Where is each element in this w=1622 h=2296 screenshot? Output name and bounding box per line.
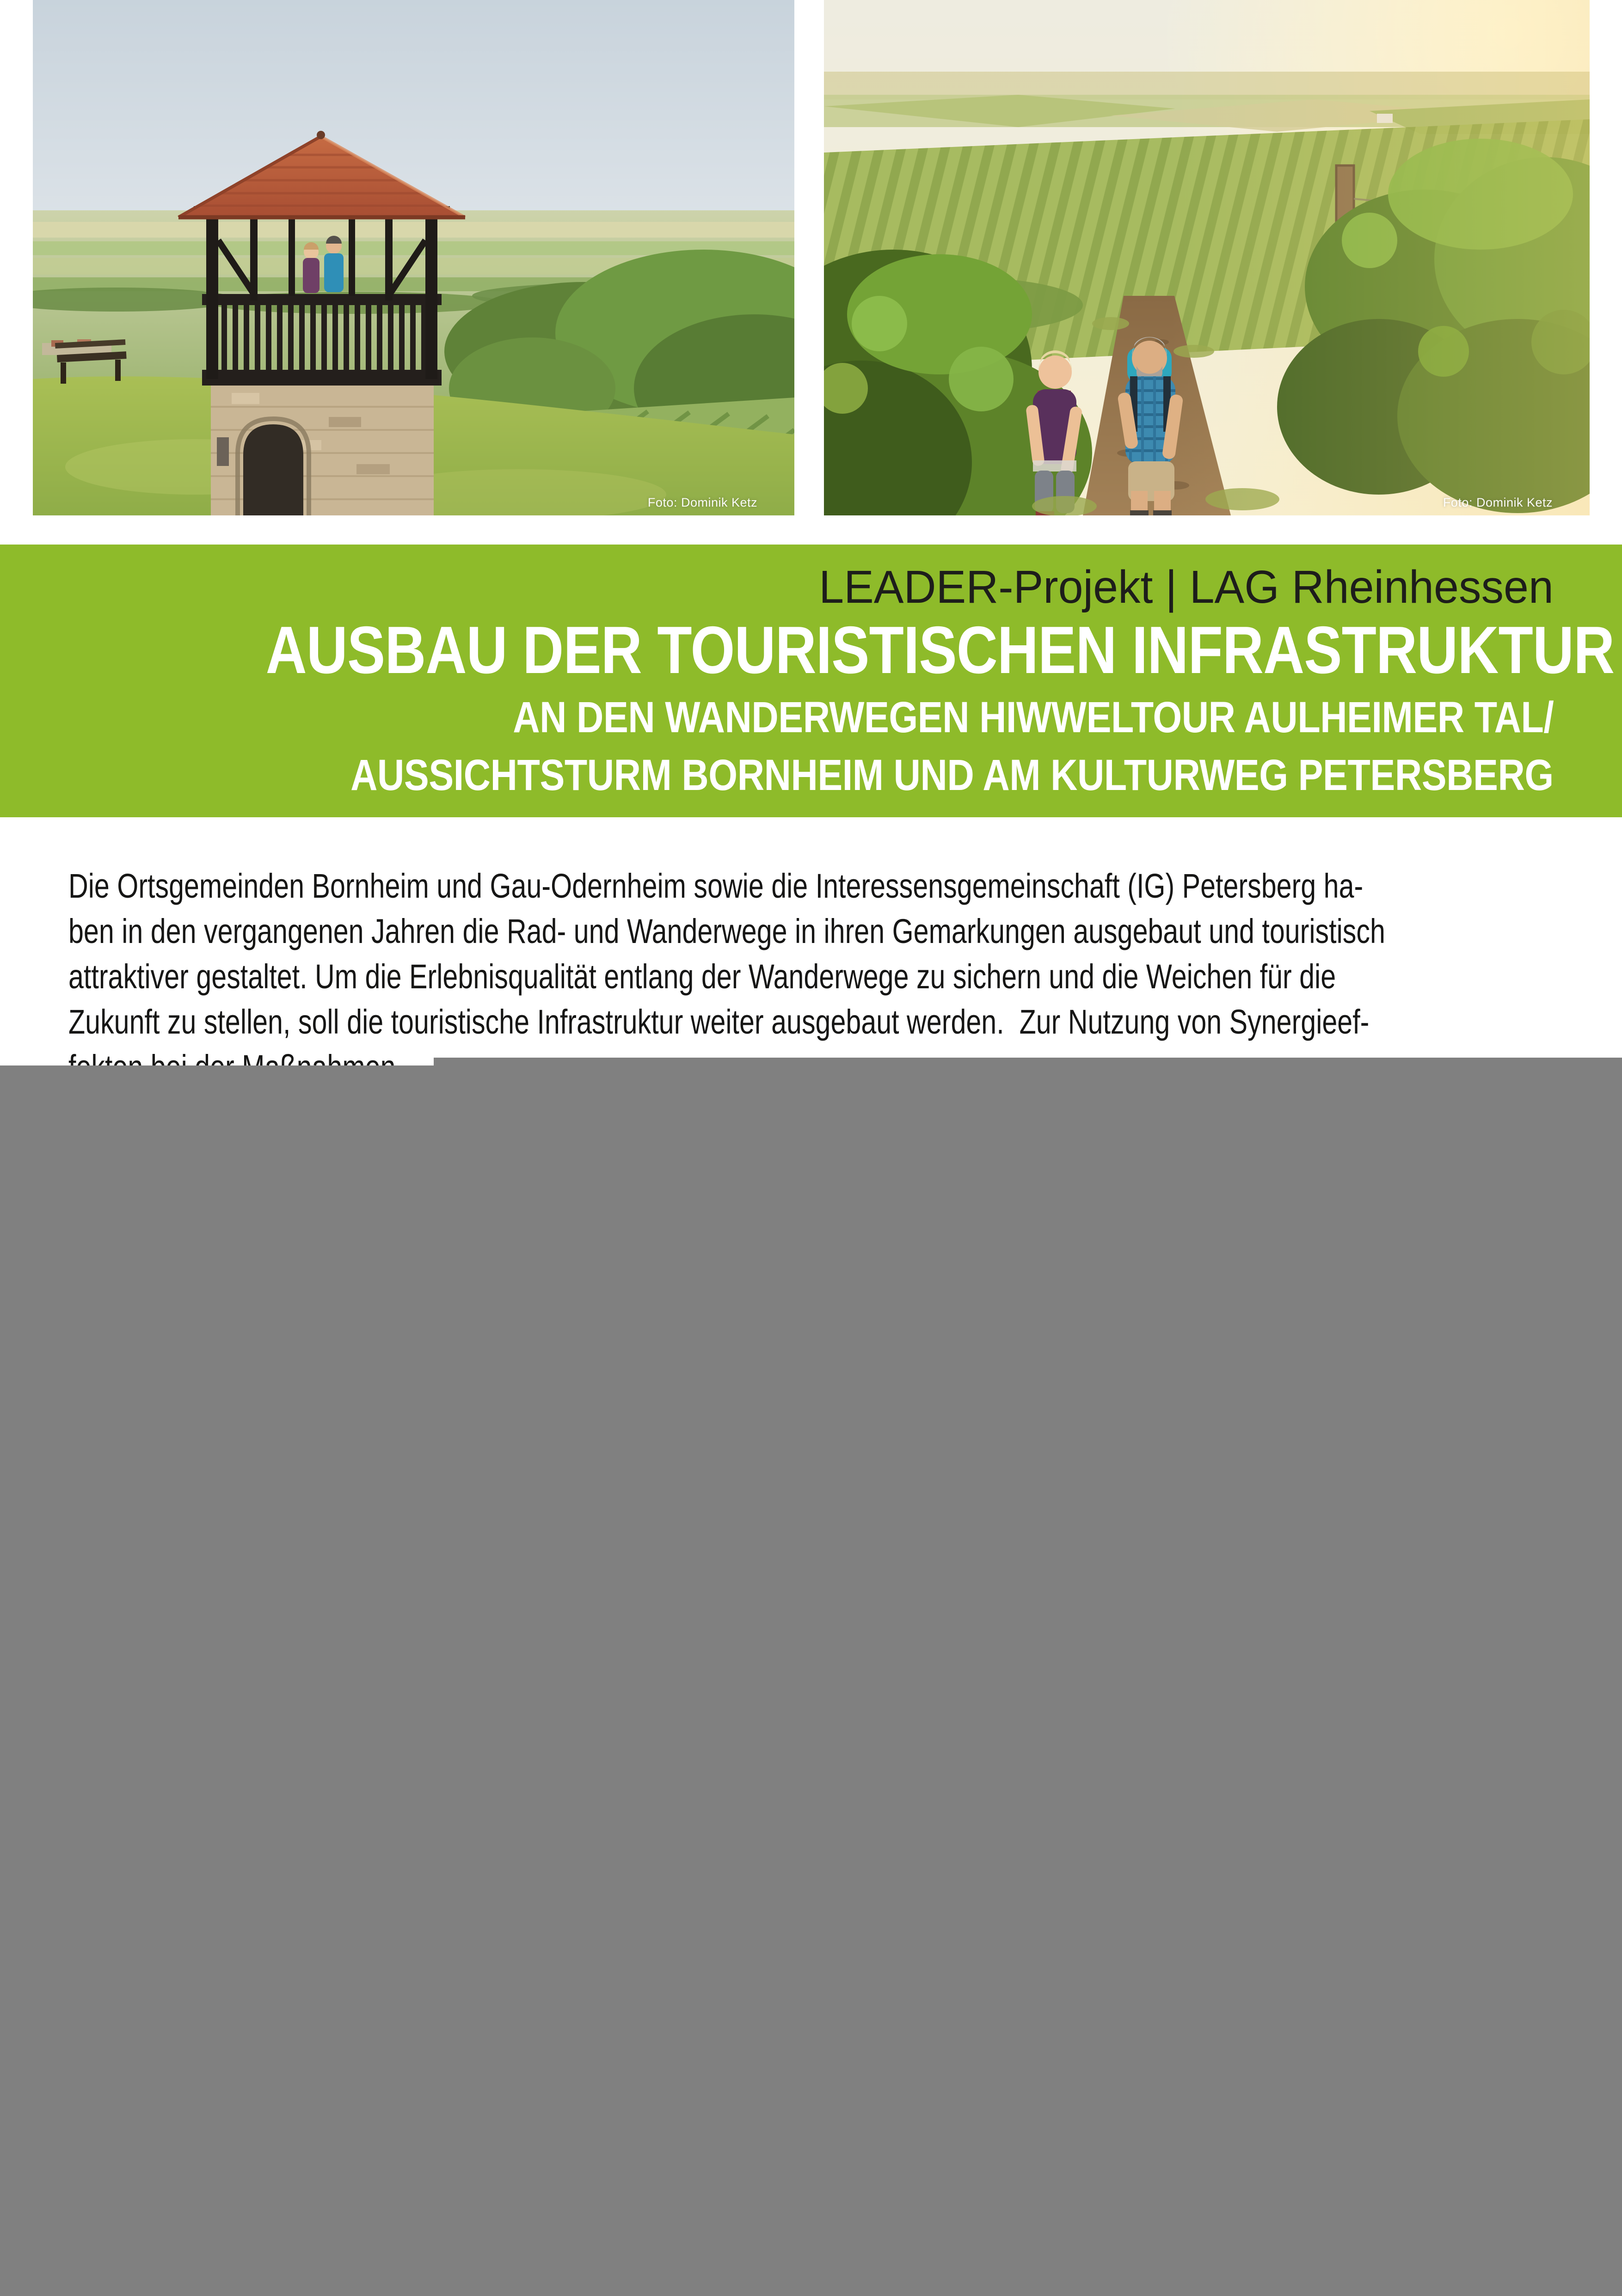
paragraph-line: ben in den vergangenen Jahren die Rad- und Wanderwege in ihren Gemarkungen ausgebaut und touristisch xyxy=(68,912,1385,950)
gray-placeholder-main xyxy=(0,1065,1622,2296)
paragraph-line: Zukunft zu stellen, soll die touristische Infrastruktur weiter ausgebaut werden. Zur Nutzung von Synergieef- xyxy=(68,1003,1370,1041)
paragraph-line: Die Ortsgemeinden Bornheim und Gau-Odernheim sowie die Interessensgemeinschaft (IG) Petersberg ha- xyxy=(68,867,1364,905)
photo-credit-right: Foto: Dominik Ketz xyxy=(1443,496,1553,509)
photo-lookout-tower xyxy=(33,0,794,515)
hikers-illustration xyxy=(824,0,1590,515)
page-subtitle-line2: AUSSICHTSTURM BORNHEIM UND AM KULTURWEG PETERSBERG xyxy=(350,751,1554,800)
page-title: AUSBAU DER TOURISTISCHEN INFRASTRUKTUR xyxy=(265,612,1615,687)
photo-credit-left: Foto: Dominik Ketz xyxy=(647,496,757,509)
intro-paragraph xyxy=(68,863,1622,1090)
page-subtitle-line1: AN DEN WANDERWEGEN HIWWELTOUR AULHEIMER TAL/ xyxy=(512,693,1554,742)
project-kicker-text: LEADER-Projekt | LAG Rheinhessen xyxy=(819,561,1554,613)
lookout-tower-illustration xyxy=(33,0,794,515)
paragraph-line: attraktiver gestaltet. Um die Erlebnisqualität entlang der Wanderwege zu sichern und die Weichen für die xyxy=(68,957,1336,996)
title-banner xyxy=(0,545,1622,817)
arch-doorway xyxy=(243,424,303,515)
photo-hikers-vineyard xyxy=(824,0,1590,515)
warm-light-overlay xyxy=(824,0,1590,515)
project-kicker xyxy=(28,563,1554,611)
